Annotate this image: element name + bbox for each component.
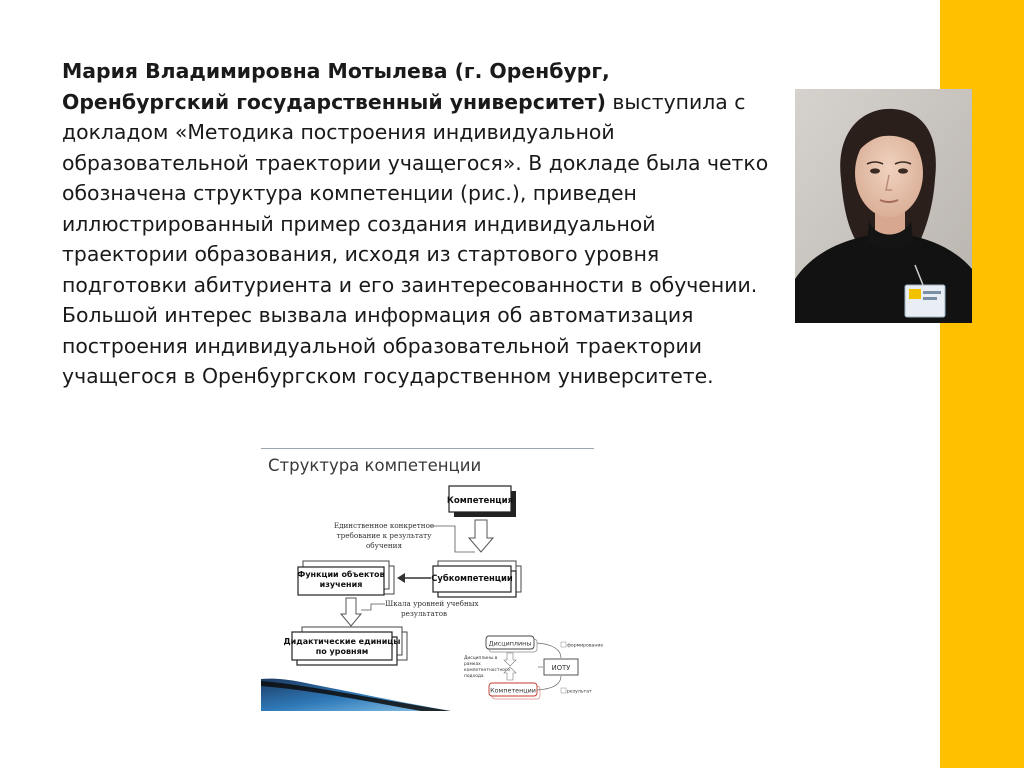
arrow-down-icon bbox=[469, 520, 493, 552]
mini-iotu-label: ИОТУ bbox=[551, 664, 571, 672]
iotu-mini-diagram bbox=[464, 636, 603, 699]
competence-structure-figure bbox=[261, 448, 604, 711]
competence-box-label: Компетенция bbox=[446, 496, 514, 506]
svg-text:Дидактические единицы: Дидактические единицы bbox=[283, 637, 401, 646]
didactic-units-box bbox=[284, 627, 407, 665]
speaker-photo bbox=[795, 89, 972, 323]
article-paragraph bbox=[62, 56, 774, 392]
subcompetence-box-label: Субкомпетенции bbox=[431, 573, 513, 583]
svg-text:обучения: обучения bbox=[365, 541, 403, 550]
svg-text:по уровням: по уровням bbox=[315, 647, 369, 656]
author-name: Мария Владимировна Мотылева (г. Оренбург, Оренбургский государственный университет) bbox=[62, 59, 610, 114]
svg-text:формирование: формирование bbox=[567, 643, 604, 649]
note-single-requirement bbox=[334, 521, 475, 552]
svg-text:Шкала уровней учебных: Шкала уровней учебных bbox=[385, 599, 479, 608]
svg-text:требование к результату: требование к результату bbox=[336, 531, 432, 540]
portrait-image bbox=[795, 89, 972, 323]
svg-text:подхода: подхода bbox=[464, 674, 484, 679]
svg-text:Единственное конкретное: Единственное конкретное bbox=[333, 521, 435, 530]
functions-box bbox=[297, 561, 394, 595]
note-levels-scale bbox=[361, 599, 479, 618]
svg-text:результат: результат bbox=[567, 689, 592, 695]
subcompetence-box bbox=[431, 561, 521, 597]
arrow-left-icon bbox=[397, 573, 405, 583]
svg-text:Дисциплины в: Дисциплины в bbox=[464, 656, 498, 661]
mini-competences-label: Компетенции bbox=[490, 686, 536, 695]
article-body: выступила с докладом «Методика построения индивидуальной образовательной траектории учащегося». В докладе была четко обозначена структура компетенции (рис.), приведен иллюстрированный пример создания индивидуальной траектории образования, исходя из стартового уровня подготовки абитуриента и его заинтересованности в обучении. Большой интерес вызвала информация об автоматизация построения индивидуальной образовательной траектории учащегося в Оренбургском государственном университете. bbox=[62, 89, 769, 388]
svg-text:компетентностного: компетентностного bbox=[464, 668, 510, 673]
svg-text:результатов: результатов bbox=[401, 609, 448, 618]
arrow-down-icon bbox=[341, 598, 361, 626]
competence-box bbox=[447, 486, 516, 517]
svg-text:изучения: изучения bbox=[319, 580, 363, 589]
figure-title: Структура компетенции bbox=[268, 456, 482, 475]
svg-text:рамках: рамках bbox=[464, 662, 481, 667]
svg-text:Функции объектов: Функции объектов bbox=[297, 570, 385, 579]
mini-disciplines-label: Дисциплины bbox=[488, 639, 532, 648]
